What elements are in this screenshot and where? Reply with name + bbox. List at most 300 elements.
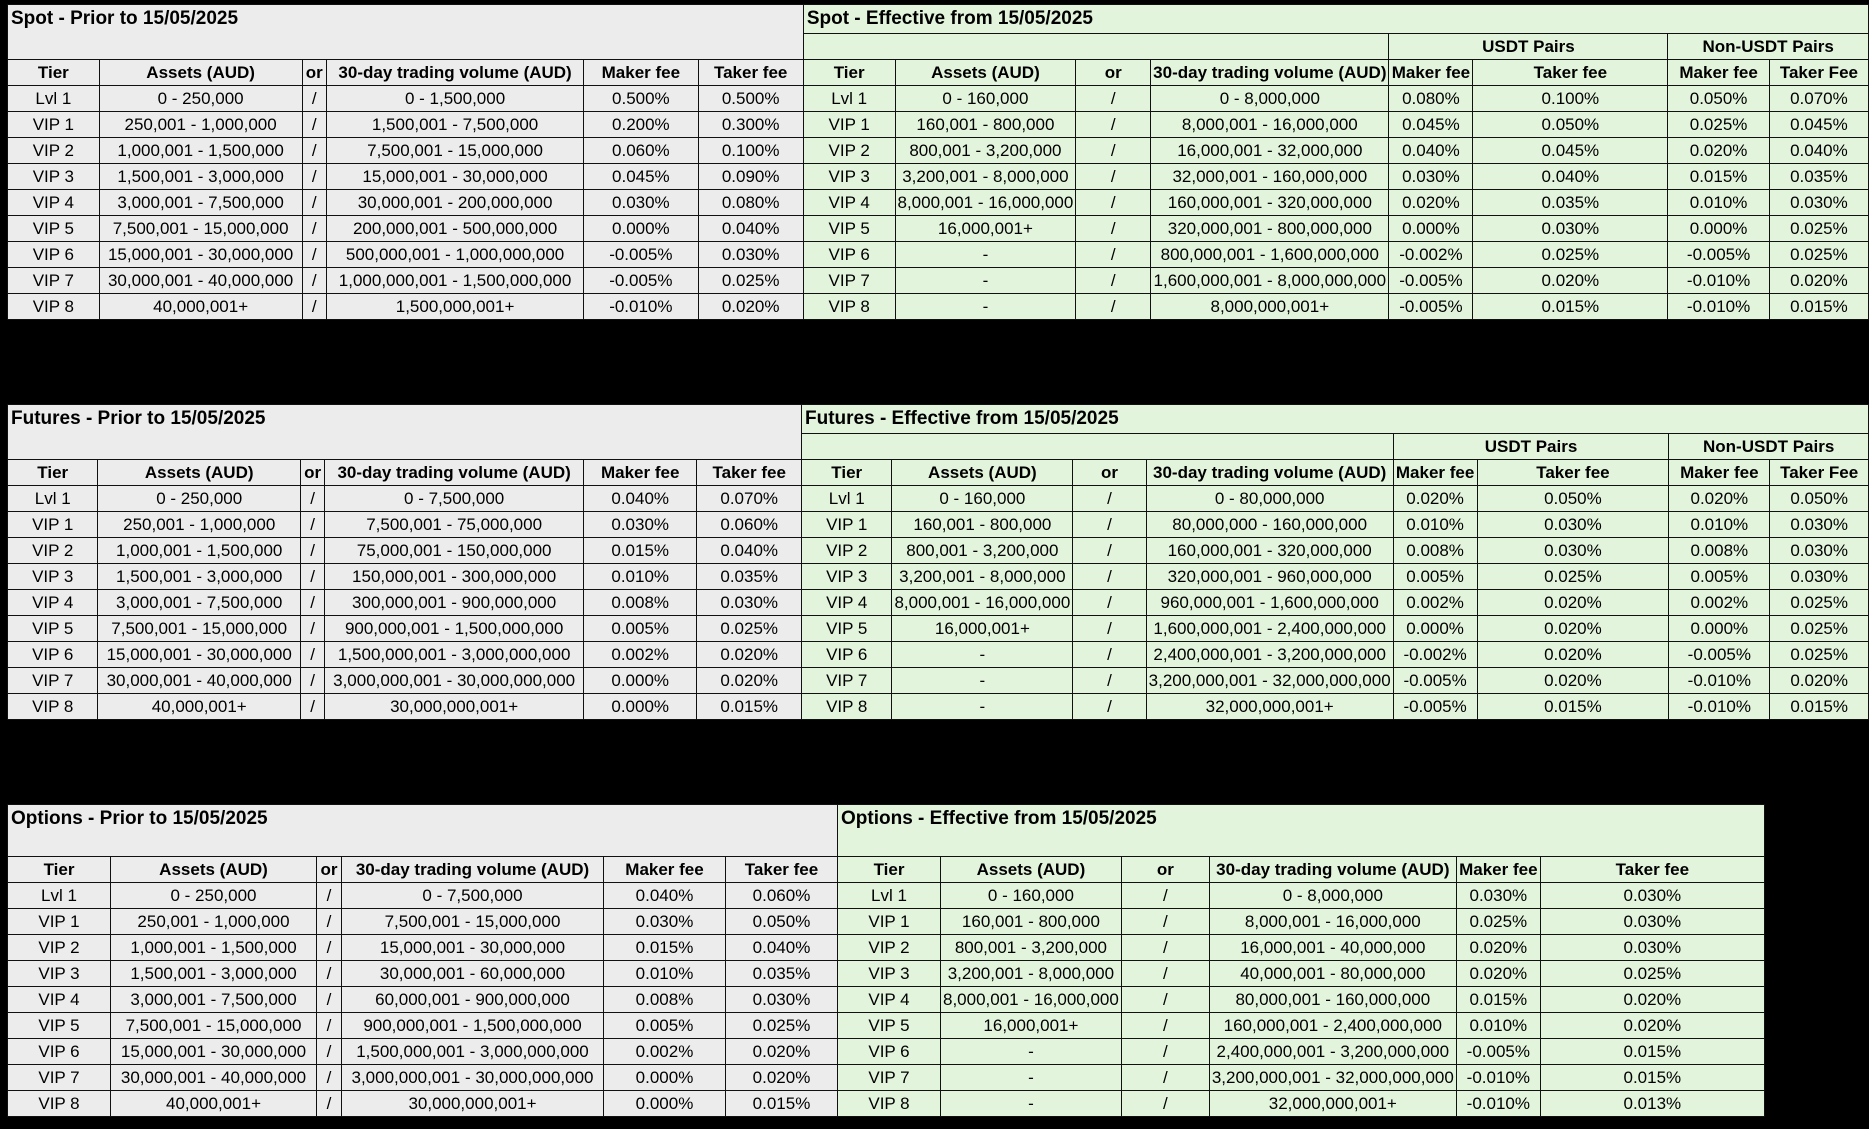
table-cell: VIP 6: [8, 642, 98, 668]
table-cell: 0.030%: [1770, 538, 1869, 564]
table-cell: 320,000,001 - 960,000,000: [1146, 564, 1393, 590]
table-cell: 0 - 250,000: [99, 86, 302, 112]
table-cell: /: [1076, 294, 1151, 320]
table-cell: 0.025%: [1668, 112, 1770, 138]
table-cell: 0 - 7,500,000: [342, 883, 604, 909]
table-cell: 0.010%: [1456, 1013, 1540, 1039]
table-cell: 32,000,000,001+: [1146, 694, 1393, 720]
table-cell: 0.002%: [604, 1039, 726, 1065]
table-cell: VIP 6: [8, 242, 100, 268]
table-cell: 40,000,001+: [111, 1091, 317, 1117]
table-cell: 0.002%: [583, 642, 696, 668]
table-cell: /: [317, 909, 342, 935]
table-cell: 0.015%: [583, 538, 696, 564]
table-cell: /: [302, 164, 326, 190]
column-header: Assets (AUD): [892, 460, 1073, 486]
table-cell: 150,000,001 - 300,000,000: [325, 564, 584, 590]
table-cell: 0.060%: [584, 138, 698, 164]
table-cell: 3,200,001 - 8,000,000: [892, 564, 1073, 590]
table-cell: 0.030%: [697, 590, 802, 616]
table-cell: /: [1121, 1039, 1209, 1065]
table-cell: 0.030%: [1770, 512, 1869, 538]
column-header: Taker fee: [1473, 60, 1668, 86]
table-cell: 0.100%: [1473, 86, 1668, 112]
table-cell: 3,000,001 - 7,500,000: [99, 190, 302, 216]
table-cell: 0.200%: [584, 112, 698, 138]
table-cell: 1,500,001 - 3,000,000: [111, 961, 317, 987]
column-header: Maker fee: [604, 857, 726, 883]
pair-group-label: USDT Pairs: [1389, 34, 1668, 60]
column-header: Tier: [802, 460, 892, 486]
table-cell: VIP 3: [8, 164, 100, 190]
table-cell: 8,000,001 - 16,000,000: [1151, 112, 1389, 138]
table-row: [8, 538, 1869, 564]
table-cell: 1,000,001 - 1,500,000: [99, 138, 302, 164]
table-cell: 0.030%: [1389, 164, 1473, 190]
table-cell: 0.030%: [604, 909, 726, 935]
table-cell: 0.020%: [1669, 486, 1770, 512]
table-cell: 0.010%: [1668, 190, 1770, 216]
column-header: Maker fee: [1669, 460, 1770, 486]
table-cell: 0 - 1,500,000: [326, 86, 583, 112]
table-cell: 0.002%: [1393, 590, 1477, 616]
table-cell: 0.045%: [584, 164, 698, 190]
table-cell: 0.015%: [1770, 694, 1869, 720]
table-cell: 0.300%: [698, 112, 803, 138]
table-cell: 1,500,000,001 - 3,000,000,000: [342, 1039, 604, 1065]
table-cell: -: [895, 294, 1076, 320]
table-cell: /: [317, 1039, 342, 1065]
table-cell: 0.015%: [1477, 694, 1669, 720]
table-cell: /: [1076, 138, 1151, 164]
table-cell: -: [892, 642, 1073, 668]
table-cell: 0.010%: [1669, 512, 1770, 538]
table-cell: 0.100%: [698, 138, 803, 164]
table-cell: VIP 3: [802, 564, 892, 590]
prior-section-title: Options - Prior to 15/05/2025: [8, 805, 838, 857]
table-cell: 0.005%: [1669, 564, 1770, 590]
table-cell: /: [1073, 642, 1146, 668]
column-header: 30-day trading volume (AUD): [326, 60, 583, 86]
table-cell: VIP 8: [838, 1091, 941, 1117]
table-cell: 0.045%: [1473, 138, 1668, 164]
table-cell: VIP 3: [803, 164, 895, 190]
new-section-title: Options - Effective from 15/05/2025: [838, 805, 1765, 857]
table-cell: 0.040%: [1473, 164, 1668, 190]
table-cell: 0 - 8,000,000: [1151, 86, 1389, 112]
table-cell: 3,000,000,001 - 30,000,000,000: [325, 668, 584, 694]
table-cell: 0.020%: [1473, 268, 1668, 294]
table-row: [8, 216, 1869, 242]
table-cell: /: [1076, 216, 1151, 242]
table-cell: /: [317, 935, 342, 961]
table-cell: 0.013%: [1540, 1091, 1764, 1117]
table-cell: 32,000,001 - 160,000,000: [1151, 164, 1389, 190]
table-cell: -0.005%: [1389, 268, 1473, 294]
table-cell: 0.025%: [697, 616, 802, 642]
table-cell: VIP 5: [8, 216, 100, 242]
table-cell: 16,000,001+: [895, 216, 1076, 242]
table-cell: 0.030%: [1540, 909, 1764, 935]
table-cell: 30,000,001 - 40,000,000: [111, 1065, 317, 1091]
table-cell: -0.010%: [1456, 1091, 1540, 1117]
table-cell: 30,000,001 - 40,000,000: [98, 668, 301, 694]
table-cell: VIP 4: [8, 190, 100, 216]
fee-table: [7, 4, 1869, 320]
prior-section-title: Futures - Prior to 15/05/2025: [8, 405, 802, 460]
table-cell: VIP 2: [803, 138, 895, 164]
table-cell: VIP 4: [8, 590, 98, 616]
table-cell: /: [300, 590, 324, 616]
table-row: [8, 1065, 1765, 1091]
table-cell: 0.045%: [1769, 112, 1868, 138]
table-cell: 0.020%: [1389, 190, 1473, 216]
column-header: or: [1076, 60, 1151, 86]
table-cell: VIP 3: [8, 961, 111, 987]
column-header: Assets (AUD): [111, 857, 317, 883]
table-cell: /: [300, 694, 324, 720]
pairs-spacer: [803, 34, 1389, 60]
table-cell: 0.002%: [1669, 590, 1770, 616]
column-header: Taker Fee: [1770, 460, 1869, 486]
fee-table: [7, 804, 1765, 1117]
table-cell: 0.000%: [584, 216, 698, 242]
table-cell: /: [300, 616, 324, 642]
table-cell: -: [941, 1065, 1122, 1091]
table-cell: 7,500,001 - 15,000,000: [111, 1013, 317, 1039]
table-row: [8, 616, 1869, 642]
table-cell: 160,000,001 - 320,000,000: [1146, 538, 1393, 564]
table-cell: 0 - 160,000: [941, 883, 1122, 909]
table-row: [8, 1091, 1765, 1117]
table-cell: 250,001 - 1,000,000: [111, 909, 317, 935]
table-cell: /: [1076, 268, 1151, 294]
table-cell: 0.010%: [583, 564, 696, 590]
table-cell: -: [892, 668, 1073, 694]
table-cell: 0.020%: [1456, 935, 1540, 961]
table-cell: 30,000,001 - 40,000,000: [99, 268, 302, 294]
table-cell: VIP 8: [8, 1091, 111, 1117]
column-header: Taker Fee: [1769, 60, 1868, 86]
table-cell: 30,000,000,001+: [325, 694, 584, 720]
table-row: [8, 909, 1765, 935]
table-cell: VIP 2: [8, 935, 111, 961]
table-cell: 0 - 250,000: [111, 883, 317, 909]
column-header: 30-day trading volume (AUD): [1151, 60, 1389, 86]
table-cell: 500,000,001 - 1,000,000,000: [326, 242, 583, 268]
table-cell: VIP 8: [8, 694, 98, 720]
table-cell: 0.040%: [697, 538, 802, 564]
table-cell: /: [302, 112, 326, 138]
table-row: [8, 86, 1869, 112]
table-cell: 0.040%: [1389, 138, 1473, 164]
table-cell: 800,001 - 3,200,000: [941, 935, 1122, 961]
column-header: or: [302, 60, 326, 86]
table-cell: 0.070%: [697, 486, 802, 512]
table-row: [8, 883, 1765, 909]
table-cell: 0.035%: [726, 961, 838, 987]
table-cell: 7,500,001 - 15,000,000: [99, 216, 302, 242]
table-cell: VIP 5: [803, 216, 895, 242]
column-header: Taker fee: [1540, 857, 1764, 883]
pair-group-label: USDT Pairs: [1393, 434, 1669, 460]
table-cell: 0 - 8,000,000: [1209, 883, 1456, 909]
table-cell: -0.005%: [1456, 1039, 1540, 1065]
table-cell: 0.050%: [1770, 486, 1869, 512]
table-cell: 0.050%: [1477, 486, 1669, 512]
table-cell: -0.010%: [584, 294, 698, 320]
table-cell: VIP 2: [8, 538, 98, 564]
table-cell: 0.030%: [1769, 190, 1868, 216]
table-cell: 80,000,001 - 160,000,000: [1209, 987, 1456, 1013]
table-cell: /: [302, 242, 326, 268]
table-cell: /: [1073, 694, 1146, 720]
table-cell: /: [302, 294, 326, 320]
table-cell: 16,000,001 - 32,000,000: [1151, 138, 1389, 164]
table-cell: 0.025%: [1456, 909, 1540, 935]
column-header: Taker fee: [697, 460, 802, 486]
table-cell: -0.002%: [1389, 242, 1473, 268]
table-cell: /: [317, 1065, 342, 1091]
table-cell: -: [895, 242, 1076, 268]
table-row: [8, 668, 1869, 694]
table-cell: 0.035%: [1473, 190, 1668, 216]
table-cell: 0.015%: [1456, 987, 1540, 1013]
pair-group-label: Non-USDT Pairs: [1669, 434, 1869, 460]
fee-section: [7, 4, 1869, 320]
table-cell: 7,500,001 - 15,000,000: [342, 909, 604, 935]
table-cell: VIP 4: [803, 190, 895, 216]
table-cell: 0.030%: [1473, 216, 1668, 242]
table-cell: 0.020%: [1393, 486, 1477, 512]
table-cell: 0.040%: [726, 935, 838, 961]
table-cell: 0.000%: [583, 668, 696, 694]
table-cell: VIP 3: [838, 961, 941, 987]
table-cell: /: [1121, 909, 1209, 935]
table-cell: 0.020%: [1477, 616, 1669, 642]
table-cell: 0.020%: [1668, 138, 1770, 164]
table-row: [8, 512, 1869, 538]
column-header: Taker fee: [1477, 460, 1669, 486]
table-cell: 0.008%: [583, 590, 696, 616]
table-cell: -0.005%: [584, 242, 698, 268]
table-cell: 0.020%: [1769, 268, 1868, 294]
table-cell: VIP 1: [8, 512, 98, 538]
table-cell: VIP 2: [8, 138, 100, 164]
table-cell: 0.020%: [726, 1065, 838, 1091]
table-cell: 2,400,000,001 - 3,200,000,000: [1146, 642, 1393, 668]
table-cell: /: [1073, 538, 1146, 564]
table-cell: VIP 7: [802, 668, 892, 694]
table-cell: -0.010%: [1669, 694, 1770, 720]
table-cell: /: [1121, 935, 1209, 961]
table-row: [8, 590, 1869, 616]
table-cell: VIP 6: [802, 642, 892, 668]
table-cell: /: [1121, 1013, 1209, 1039]
table-row: [8, 268, 1869, 294]
table-cell: 16,000,001+: [941, 1013, 1122, 1039]
table-cell: 800,000,001 - 1,600,000,000: [1151, 242, 1389, 268]
table-cell: Lvl 1: [8, 486, 98, 512]
table-row: [8, 138, 1869, 164]
table-cell: 0.030%: [583, 512, 696, 538]
table-row: [8, 564, 1869, 590]
table-cell: VIP 1: [802, 512, 892, 538]
table-cell: 3,200,001 - 8,000,000: [941, 961, 1122, 987]
table-cell: 0.030%: [1540, 883, 1764, 909]
table-cell: 0.020%: [698, 294, 803, 320]
table-cell: 0.000%: [1393, 616, 1477, 642]
column-header: Taker fee: [726, 857, 838, 883]
table-cell: -: [895, 268, 1076, 294]
table-cell: 0.500%: [584, 86, 698, 112]
table-cell: 0.025%: [1770, 590, 1869, 616]
column-header: or: [1121, 857, 1209, 883]
column-header: Tier: [838, 857, 941, 883]
table-cell: 160,001 - 800,000: [895, 112, 1076, 138]
table-cell: 0.020%: [1477, 668, 1669, 694]
table-cell: /: [1121, 883, 1209, 909]
table-cell: -0.005%: [1389, 294, 1473, 320]
table-cell: /: [1073, 590, 1146, 616]
table-cell: VIP 1: [8, 909, 111, 935]
table-cell: 0.030%: [584, 190, 698, 216]
table-cell: 8,000,001 - 16,000,000: [1209, 909, 1456, 935]
column-header: Maker fee: [1393, 460, 1477, 486]
table-cell: 300,000,001 - 900,000,000: [325, 590, 584, 616]
table-cell: 8,000,001 - 16,000,000: [892, 590, 1073, 616]
table-cell: VIP 5: [8, 616, 98, 642]
table-cell: 0.045%: [1389, 112, 1473, 138]
table-cell: Lvl 1: [802, 486, 892, 512]
table-cell: VIP 7: [8, 1065, 111, 1091]
table-cell: 15,000,001 - 30,000,000: [342, 935, 604, 961]
new-section-title: Futures - Effective from 15/05/2025: [802, 405, 1869, 434]
table-cell: /: [1076, 164, 1151, 190]
table-cell: 0.060%: [697, 512, 802, 538]
column-header: or: [300, 460, 324, 486]
table-cell: 1,500,001 - 7,500,000: [326, 112, 583, 138]
table-row: [8, 642, 1869, 668]
table-row: [8, 294, 1869, 320]
table-cell: /: [1121, 961, 1209, 987]
table-cell: 0.008%: [1669, 538, 1770, 564]
table-cell: VIP 7: [838, 1065, 941, 1091]
pair-group-label: Non-USDT Pairs: [1668, 34, 1869, 60]
table-cell: 0.035%: [697, 564, 802, 590]
table-cell: -0.010%: [1668, 294, 1770, 320]
table-cell: /: [302, 138, 326, 164]
table-cell: VIP 5: [8, 1013, 111, 1039]
table-cell: VIP 2: [802, 538, 892, 564]
table-cell: /: [1121, 1091, 1209, 1117]
table-cell: Lvl 1: [8, 883, 111, 909]
table-cell: 0.015%: [697, 694, 802, 720]
table-cell: 0.030%: [1540, 935, 1764, 961]
table-cell: /: [300, 486, 324, 512]
table-cell: 0.005%: [583, 616, 696, 642]
table-cell: 0.000%: [1668, 216, 1770, 242]
table-cell: VIP 1: [803, 112, 895, 138]
table-cell: Lvl 1: [803, 86, 895, 112]
table-cell: 7,500,001 - 75,000,000: [325, 512, 584, 538]
table-cell: VIP 7: [8, 668, 98, 694]
table-cell: -0.010%: [1669, 668, 1770, 694]
table-cell: /: [302, 268, 326, 294]
table-cell: 7,500,001 - 15,000,000: [326, 138, 583, 164]
table-cell: 0.050%: [1473, 112, 1668, 138]
column-header: Tier: [8, 60, 100, 86]
table-cell: 0 - 80,000,000: [1146, 486, 1393, 512]
table-cell: 0.005%: [1393, 564, 1477, 590]
table-cell: -0.005%: [1393, 694, 1477, 720]
table-cell: /: [302, 190, 326, 216]
table-cell: 0.025%: [1770, 616, 1869, 642]
table-cell: 800,001 - 3,200,000: [895, 138, 1076, 164]
table-cell: VIP 1: [8, 112, 100, 138]
table-cell: 160,001 - 800,000: [892, 512, 1073, 538]
table-row: [8, 987, 1765, 1013]
table-cell: /: [1121, 1065, 1209, 1091]
table-cell: /: [1073, 668, 1146, 694]
table-cell: 0.025%: [1540, 961, 1764, 987]
column-header: 30-day trading volume (AUD): [1146, 460, 1393, 486]
table-cell: 2,400,000,001 - 3,200,000,000: [1209, 1039, 1456, 1065]
table-row: [8, 164, 1869, 190]
table-cell: 0.020%: [726, 1039, 838, 1065]
table-cell: 8,000,000,001+: [1151, 294, 1389, 320]
table-cell: 0 - 160,000: [892, 486, 1073, 512]
column-header: Tier: [803, 60, 895, 86]
table-cell: 1,000,001 - 1,500,000: [98, 538, 301, 564]
table-cell: 0.020%: [1456, 961, 1540, 987]
table-cell: 0.035%: [1769, 164, 1868, 190]
table-cell: 0.020%: [1540, 1013, 1764, 1039]
table-cell: VIP 4: [802, 590, 892, 616]
table-row: [8, 486, 1869, 512]
table-cell: VIP 4: [838, 987, 941, 1013]
table-cell: 40,000,001+: [98, 694, 301, 720]
table-cell: VIP 7: [8, 268, 100, 294]
column-header: Tier: [8, 857, 111, 883]
column-header: or: [1073, 460, 1146, 486]
table-cell: 160,001 - 800,000: [941, 909, 1122, 935]
table-cell: -0.005%: [584, 268, 698, 294]
column-header: Maker fee: [1456, 857, 1540, 883]
table-cell: /: [317, 987, 342, 1013]
table-cell: /: [1076, 242, 1151, 268]
table-cell: 0.025%: [1769, 242, 1868, 268]
table-cell: 75,000,001 - 150,000,000: [325, 538, 584, 564]
table-cell: VIP 2: [838, 935, 941, 961]
table-cell: 0.008%: [604, 987, 726, 1013]
table-cell: 0.025%: [726, 1013, 838, 1039]
table-cell: 15,000,001 - 30,000,000: [326, 164, 583, 190]
table-cell: /: [300, 642, 324, 668]
table-cell: 15,000,001 - 30,000,000: [98, 642, 301, 668]
table-cell: 0.015%: [1473, 294, 1668, 320]
table-cell: 1,000,000,001 - 1,500,000,000: [326, 268, 583, 294]
column-header: 30-day trading volume (AUD): [342, 857, 604, 883]
table-cell: 0.025%: [1477, 564, 1669, 590]
table-cell: /: [1073, 512, 1146, 538]
table-row: [8, 190, 1869, 216]
table-cell: 0.000%: [1669, 616, 1770, 642]
column-header: Maker fee: [583, 460, 696, 486]
table-cell: 0.070%: [1769, 86, 1868, 112]
table-cell: 900,000,001 - 1,500,000,000: [325, 616, 584, 642]
table-cell: -: [941, 1039, 1122, 1065]
